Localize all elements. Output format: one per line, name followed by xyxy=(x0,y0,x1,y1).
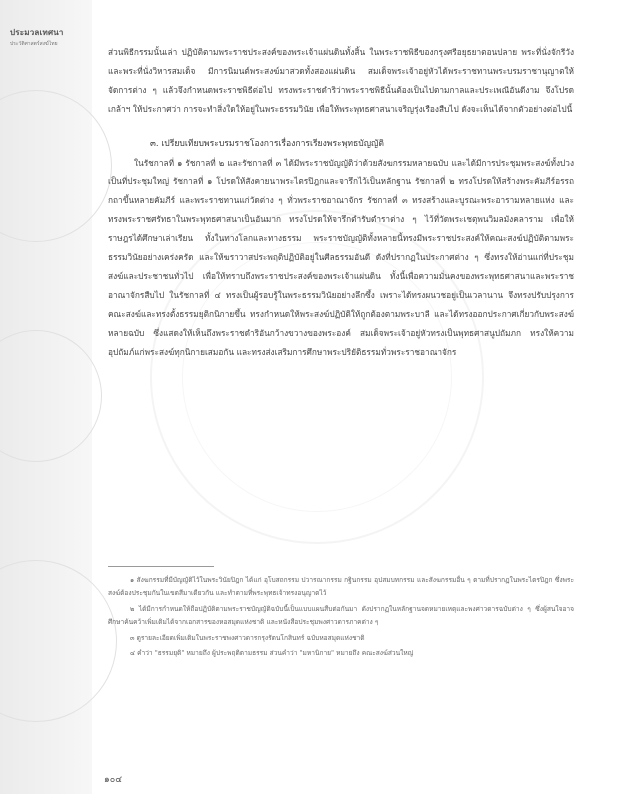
ornament-circle-icon xyxy=(0,330,102,462)
footnote-3: ๓ ดูรายละเอียดเพิ่มเติมในพระราชพงศาวดารกรุงรัตนโกสินทร์ ฉบับหอสมุดแห่งชาติ xyxy=(130,633,365,642)
intro-paragraph: ส่วนพิธีกรรมนั้นเล่า ปฏิบัติตามพระราชประสงค์ของพระเจ้าแผ่นดินทั้งสิ้น ในพระราชพิธีของกรุงศรีอยุธยาตอนปลาย พระที่นั่งจักรีวัง และพระที่นั่งวิหารสมเด็จ มีการนิมนต์พระสงฆ์มาสวดทั้งสองแผ่นดิน สมเด็จพระเจ้าอยู่หัวได้พระราชทานพระบรมราชานุญาตให้จัดการต่าง ๆ แล้วจึงกำหนดพระราชพิธีต่อไป ทรงพระราชดำริว่าพระราชพิธีนั้นต้องเป็นไปตามกาลและประเพณีอันดีงาม จึงโปรดเกล้าฯ ให้ประกาศว่า การจะทำสิ่งใดให้อยู่ในพระธรรมวินัย เพื่อให้พระพุทธศาสนาเจริญรุ่งเรืองสืบไป ดังจะเห็นได้จากตัวอย่างต่อไปนี้ xyxy=(108,47,574,114)
left-decorative-band xyxy=(0,0,92,794)
main-text xyxy=(108,43,574,362)
footnote-divider xyxy=(108,566,214,567)
footnote-4: ๔ คำว่า "ธรรมยุติ" หมายถึง ผู้ประพฤติตามธรรม ส่วนคำว่า "มหานิกาย" หมายถึง คณะสงฆ์ส่วนใหญ่ xyxy=(130,649,414,658)
section-heading: ๓. เปรียบเทียบพระบรมราชโองการเรื่องการเรียงพระพุทธบัญญัติ xyxy=(150,138,384,149)
footnote-2: ๒ ได้มีการกำหนดให้ถือปฏิบัติตามพระราชบัญญัติฉบับนี้เป็นแบบแผนสืบต่อกันมา ดังปรากฏในหลักฐานจดหมายเหตุและพงศาวดารฉบับต่าง ๆ ซึ่งผู้สนใจอาจศึกษาค้นคว้าเพิ่มเติมได้จากเอกสารของหอสมุดแห่งชาติ และหนังสือประชุมพงศาวดารภาคต่าง ๆ xyxy=(108,604,574,627)
ornament-circle-icon xyxy=(0,90,112,242)
book-subtitle: ประวัติศาสตร์สงฆ์ไทย xyxy=(10,41,58,47)
body-paragraph: ในรัชกาลที่ ๑ รัชกาลที่ ๒ และรัชกาลที่ ๓ ได้มีพระราชบัญญัติว่าด้วยสังฆกรรมหลายฉบับ และได้มีการประชุมพระสงฆ์ทั้งปวงเป็นที่ประชุมใหญ่ รัชกาลที่ ๑ โปรดให้สังคายนาพระไตรปิฎกและจารึกไว้เป็นหลักฐาน รัชกาลที่ ๒ ทรงโปรดให้สร้างพระคัมภีร์อรรถกถาขึ้นหลายคัมภีร์ และพระราชทานแก่วัดต่าง ๆ ทั่วพระราชอาณาจักร รัชกาลที่ ๓ ทรงสร้างและบูรณะพระอารามหลายแห่ง และทรงพระราชศรัทธาในพระพุทธศาสนาเป็นอันมาก ทรงโปรดให้จารึกตำรับตำราต่าง ๆ ไว้ที่วัดพระเชตุพนวิมลมังคลาราม เพื่อให้ราษฎรได้ศึกษาเล่าเรียน ทั้งในทางโลกและทางธรรม พระราชบัญญัติทั้งหลายนี้ทรงมีพระราชประสงค์ให้คณะสงฆ์ปฏิบัติตามพระธรรมวินัยอย่างเคร่งครัด และให้ฆราวาสประพฤติปฏิบัติอยู่ในศีลธรรมอันดี ดังที่ปรากฏในประกาศต่าง ๆ ซึ่งทรงให้อ่านแก่ที่ประชุมสงฆ์และประชาชนทั่วไป เพื่อให้ทราบถึงพระราชประสงค์ของพระเจ้าแผ่นดิน ทั้งนี้เพื่อความมั่นคงของพระพุทธศาสนาและพระราชอาณาจักรสืบไป ในรัชกาลที่ ๔ ทรงเป็นผู้รอบรู้ในพระธรรมวินัยอย่างลึกซึ้ง เพราะได้ทรงผนวชอยู่เป็นเวลานาน จึงทรงปรับปรุงการคณะสงฆ์และทรงตั้งธรรมยุติกนิกายขึ้น ทรงกำหนดให้พระสงฆ์ปฏิบัติให้ถูกต้องตามพระบาลี และได้ทรงออกประกาศเกี่ยวกับพระสงฆ์หลายฉบับ ซึ่งแสดงให้เห็นถึงพระราชดำริอันกว้างขวางของพระองค์ สมเด็จพระเจ้าอยู่หัวทรงเป็นพุทธศาสนูปถัมภก ทรงให้ความอุปถัมภ์แก่พระสงฆ์ทุกนิกายเสมอกัน และทรงส่งเสริมการศึกษาพระปริยัติธรรมทั่วพระราชอาณาจักร xyxy=(108,157,574,357)
running-header xyxy=(10,26,90,48)
page-number: ๑๐๔ xyxy=(104,775,123,785)
footnote-1: ๑ สังฆกรรมที่มีบัญญัติไว้ในพระวินัยปิฎก ได้แก่ อุโบสถกรรม ปวารณากรรม กฐินกรรม อุปสมบทกรรม และสังฆกรรมอื่น ๆ ตามที่ปรากฏในพระไตรปิฎก ซึ่งพระสงฆ์ต้องประชุมกันในเขตสีมาเดียวกัน และทำตามที่พระพุทธเจ้าทรงอนุญาตไว้ xyxy=(108,576,574,598)
ornament-circle-icon xyxy=(0,560,117,722)
book-title: ประมวลเทศนา xyxy=(10,28,64,37)
footnotes xyxy=(108,574,574,662)
